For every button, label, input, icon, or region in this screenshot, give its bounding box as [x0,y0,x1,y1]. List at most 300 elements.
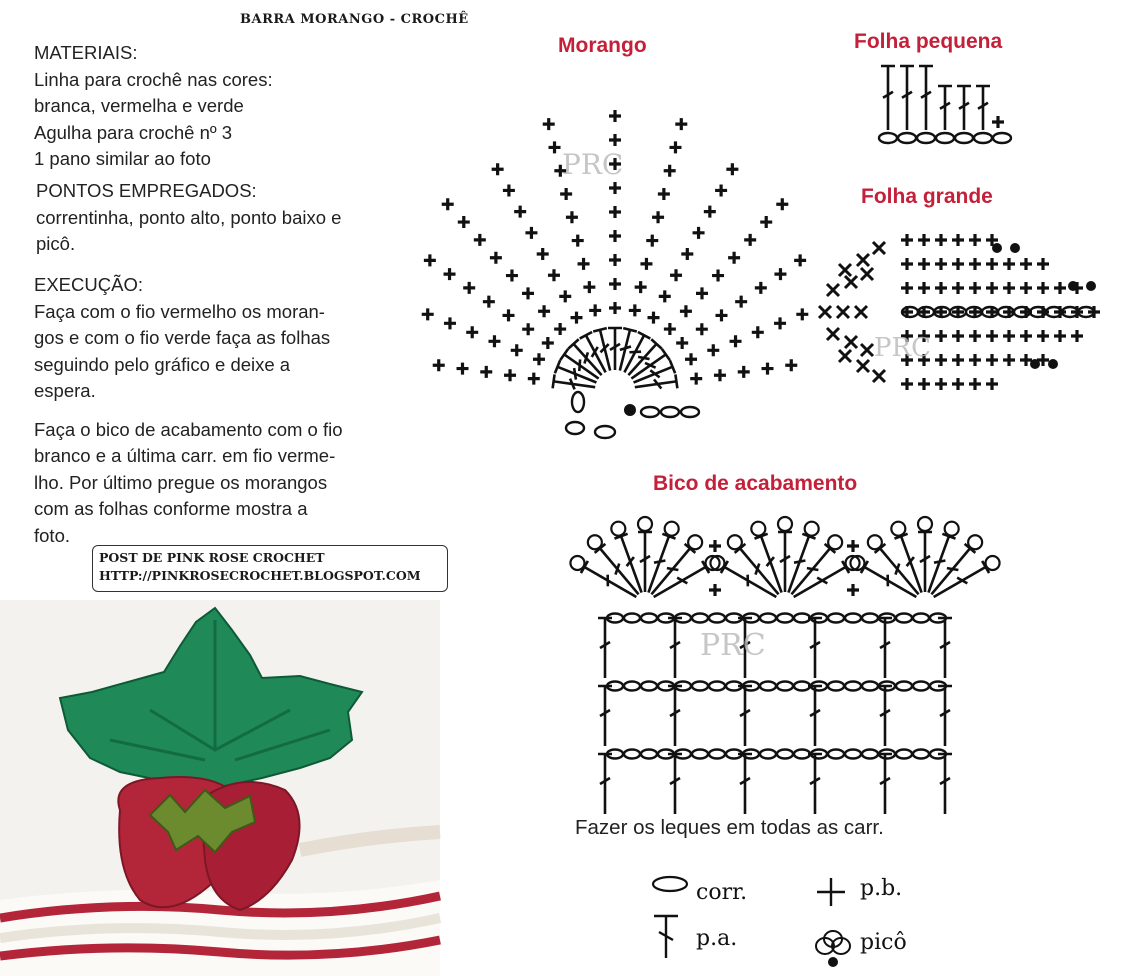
legend-double-label: p.a. [696,926,738,951]
single-crochet-symbol [776,198,788,210]
chain-symbol [641,750,657,759]
materials-line: branca, vermelha e verde [34,95,244,116]
stitches-heading: PONTOS EMPREGADOS: [36,180,257,201]
chain-symbol [828,750,844,759]
single-crochet-symbol [549,141,561,153]
single-crochet-symbol [726,163,738,175]
double-crochet-symbol [808,618,822,678]
double-crochet-symbol [654,561,709,597]
single-crochet-symbol [696,287,708,299]
single-crochet-symbol [466,326,478,338]
double-crochet-symbol [957,86,971,130]
chain-symbol [692,682,708,691]
single-crochet-symbol [952,282,964,294]
stitches-line: correntinha, ponto alto, ponto baixo e [36,206,342,228]
single-crochet-symbol [1003,330,1015,342]
single-crochet-symbol [669,141,681,153]
single-crochet-symbol [992,116,1004,128]
single-crochet-symbol [969,258,981,270]
picot-dot [624,404,636,416]
single-crochet-symbol [986,282,998,294]
cross-stitch-symbol [873,242,885,254]
single-crochet-symbol [647,312,659,324]
single-crochet-symbol [715,184,727,196]
stitches-line: picô. [36,233,76,254]
execution-line: seguindo pelo gráfico e deixe a [34,353,291,375]
double-crochet-symbol [598,618,612,678]
cross-stitch-symbol [855,306,867,318]
picot-symbol [588,535,602,549]
single-crochet-symbol [676,337,688,349]
single-crochet-symbol [456,363,468,375]
double-crochet-symbol [738,686,752,746]
legend-single-label: p.b. [860,876,903,901]
cross-stitch-symbol [861,344,873,356]
large-leaf-chart [815,230,1115,405]
single-crochet-symbol [670,269,682,281]
chain-symbol [936,133,954,143]
single-crochet-symbol [935,234,947,246]
chain-symbol [595,426,615,438]
single-crochet-symbol [935,282,947,294]
chain-symbol [794,614,810,623]
single-crochet-symbol [664,323,676,335]
single-crochet-symbol [715,309,727,321]
single-crochet-symbol [664,165,676,177]
chain-symbol [913,614,929,623]
single-crochet-symbol [690,373,702,385]
double-crochet-icon [650,912,682,960]
double-crochet-symbol [553,374,596,389]
chain-symbol [896,682,912,691]
single-crochet-symbol [681,248,693,260]
chain-symbol [828,682,844,691]
single-crochet-symbol [433,359,445,371]
double-crochet-symbol [794,561,849,597]
double-crochet-symbol [934,561,989,597]
single-crochet-symbol [952,354,964,366]
chain-symbol [641,682,657,691]
chain-symbol [845,750,861,759]
single-crochet-symbol [444,268,456,280]
chain-symbol [692,750,708,759]
single-crochet-symbol [609,254,621,266]
single-crochet-symbol [1020,258,1032,270]
double-crochet-symbol [598,686,612,746]
stitches-section [36,178,341,258]
picot-symbol [638,517,652,531]
chain-symbol [913,682,929,691]
cross-stitch-symbol [839,264,851,276]
execution-line: lho. Por último pregue os morangos [34,471,328,493]
single-crochet-symbol [1037,282,1049,294]
picot-symbol [891,522,905,536]
single-crochet-symbol [918,378,930,390]
small-leaf-chart [870,58,1020,153]
single-crochet-symbol [709,584,721,596]
single-crochet-symbol [566,211,578,223]
watermark: PRC [874,333,931,363]
chain-symbol [777,614,793,623]
single-crochet-symbol [506,270,518,282]
single-crochet-symbol [935,354,947,366]
chain-symbol [794,750,810,759]
picot-symbol [868,535,882,549]
single-crochet-symbol [589,304,601,316]
single-crochet-symbol [559,290,571,302]
cross-stitch-symbol [819,306,831,318]
chain-symbol [879,133,897,143]
single-crochet-symbol [646,235,658,247]
single-crochet-symbol [444,317,456,329]
single-crochet-symbol [474,234,486,246]
single-crochet-symbol [685,353,697,365]
chain-symbol [862,750,878,759]
single-crochet-symbol [728,252,740,264]
double-crochet-symbol [738,754,752,814]
single-crochet-symbol [952,378,964,390]
large-leaf-diagram-title: Folha grande [861,185,993,208]
picot-symbol [570,556,584,570]
execution-line: foto. [34,524,70,546]
picot-dot [1068,281,1078,291]
single-crochet-symbol [1003,282,1015,294]
single-crochet-symbol [503,184,515,196]
cross-stitch-symbol [845,276,857,288]
single-crochet-symbol [901,378,913,390]
execution-line: Faça com o fio vermelho os moran- [34,300,325,322]
double-crochet-symbol [778,532,792,592]
single-crochet-symbol [901,258,913,270]
double-crochet-symbol [976,86,990,130]
single-crochet-symbol [525,227,537,239]
single-crochet-symbol [935,330,947,342]
single-crochet-symbol [952,234,964,246]
chain-symbol [955,133,973,143]
chain-symbol [572,392,584,412]
picot-symbol [751,522,765,536]
single-crochet-symbol [1020,330,1032,342]
single-crochet-symbol [504,369,516,381]
single-crochet-symbol [847,540,859,552]
picot-symbol [968,535,982,549]
single-crochet-symbol [969,282,981,294]
chain-symbol [974,133,992,143]
single-crochet-symbol [522,287,534,299]
single-crochet-symbol [488,335,500,347]
picot-symbol [918,517,932,531]
edging-diagram-title: Bico de acabamento [653,472,858,495]
single-crochet-symbol [490,252,502,264]
single-crochet-symbol [755,282,767,294]
materials-line: 1 pano similar ao foto [34,148,211,169]
single-crochet-symbol [901,282,913,294]
single-crochet-symbol [609,302,621,314]
single-crochet-symbol [707,344,719,356]
single-crochet-symbol [986,258,998,270]
double-crochet-symbol [668,618,682,678]
single-crochet-symbol [1020,282,1032,294]
single-crochet-symbol [659,290,671,302]
single-crochet-symbol [554,323,566,335]
single-crochet-symbol [1003,258,1015,270]
single-crochet-symbol [969,330,981,342]
small-leaf-diagram-title: Folha pequena [854,30,1003,53]
single-crochet-symbol [458,216,470,228]
picot-icon [812,928,854,972]
single-crochet-symbol [483,296,495,308]
cross-stitch-symbol [857,360,869,372]
single-crochet-symbol [1003,354,1015,366]
strawberry-photo [0,600,440,976]
double-crochet-symbol [638,532,652,592]
chain-symbol [566,422,584,434]
single-crochet-symbol [583,281,595,293]
picot-dot [1086,281,1096,291]
single-crochet-symbol [522,323,534,335]
single-crochet-symbol [969,354,981,366]
single-crochet-symbol [503,309,515,321]
chain-symbol [624,750,640,759]
cross-stitch-symbol [861,268,873,280]
cross-stitch-symbol [837,306,849,318]
single-crochet-symbol [675,118,687,130]
execution-line: espera. [34,380,96,401]
single-crochet-symbol [533,353,545,365]
single-crochet-symbol [714,369,726,381]
chain-symbol [993,133,1011,143]
chain-symbol [777,682,793,691]
picot-symbol [665,522,679,536]
picot-symbol [728,535,742,549]
cross-stitch-symbol [827,328,839,340]
chain-symbol [794,682,810,691]
single-crochet-symbol [542,337,554,349]
chain-symbol [913,750,929,759]
single-crochet-symbol [609,134,621,146]
chain-symbol [624,614,640,623]
single-crochet-symbol [422,308,434,320]
single-crochet-symbol [986,378,998,390]
single-crochet-symbol [1037,258,1049,270]
single-crochet-symbol [640,258,652,270]
chain-symbol [681,407,699,417]
chain-symbol [624,682,640,691]
execution-line: gos e com o fio verde faça as folhas [34,327,331,348]
single-crochet-symbol [480,366,492,378]
single-crochet-symbol [652,211,664,223]
cross-stitch-symbol [845,336,857,348]
picot-dot [992,243,1002,253]
picot-symbol [805,522,819,536]
execution-line: Faça o bico de acabamento com o fio [34,418,343,440]
double-crochet-symbol [878,754,892,814]
single-crochet-symbol [629,304,641,316]
materials-line: Agulha para crochê nº 3 [34,121,233,143]
chain-symbol [692,614,708,623]
cross-stitch-symbol [873,370,885,382]
single-crochet-symbol [635,281,647,293]
single-crochet-symbol [560,188,572,200]
single-crochet-symbol [918,234,930,246]
single-crochet-symbol [730,335,742,347]
picot-symbol [688,535,702,549]
execution-line: com as folhas conforme mostra a [34,498,308,519]
chain-symbol [641,407,659,417]
picot-symbol [945,522,959,536]
instruction-note: Fazer os leques em todas as carr. [575,816,884,839]
single-crochet-icon [815,876,847,908]
single-crochet-symbol [578,258,590,270]
single-crochet-symbol [796,308,808,320]
single-crochet-symbol [609,182,621,194]
double-crochet-symbol [878,618,892,678]
single-crochet-symbol [572,235,584,247]
single-crochet-symbol [704,206,716,218]
page-title: BARRA MORANGO - CROCHÊ [240,12,469,27]
single-crochet-symbol [658,188,670,200]
single-crochet-symbol [548,269,560,281]
chain-symbol [917,133,935,143]
double-crochet-symbol [635,374,678,388]
single-crochet-symbol [735,296,747,308]
picot-dot [1048,359,1058,369]
double-crochet-symbol [919,66,933,130]
materials-heading: MATERIAIS: [34,42,138,63]
execution-line: branco e a última carr. em fio verme- [34,445,336,466]
chain-symbol [641,614,657,623]
single-crochet-symbol [463,282,475,294]
double-crochet-symbol [808,686,822,746]
single-crochet-symbol [680,305,692,317]
single-crochet-symbol [794,254,806,266]
double-crochet-symbol [668,686,682,746]
chain-symbol [709,682,725,691]
execution-heading: EXECUÇÃO: [34,274,143,295]
cross-stitch-symbol [827,284,839,296]
double-crochet-symbol [918,532,932,592]
double-crochet-symbol [938,86,952,130]
single-crochet-symbol [969,378,981,390]
single-crochet-symbol [918,258,930,270]
chain-symbol [777,750,793,759]
single-crochet-symbol [762,363,774,375]
single-crochet-symbol [514,206,526,218]
single-crochet-symbol [935,378,947,390]
picot-symbol [986,556,1000,570]
double-crochet-symbol [878,686,892,746]
single-crochet-symbol [693,227,705,239]
double-crochet-symbol [938,754,952,814]
chain-symbol [896,750,912,759]
single-crochet-symbol [774,268,786,280]
chain-symbol [760,750,776,759]
chain-symbol [828,614,844,623]
single-crochet-symbol [543,118,555,130]
single-crochet-symbol [901,234,913,246]
single-crochet-symbol [986,330,998,342]
picot-symbol [611,522,625,536]
single-crochet-symbol [537,248,549,260]
single-crochet-symbol [760,216,772,228]
single-crochet-symbol [442,198,454,210]
strawberry-diagram-title: Morango [558,34,647,57]
chain-symbol [760,614,776,623]
single-crochet-symbol [935,258,947,270]
single-crochet-symbol [709,540,721,552]
single-crochet-symbol [952,258,964,270]
chain-symbol [898,133,916,143]
chain-symbol [709,750,725,759]
legend-picot-label: picô [860,930,907,955]
chain-symbol [661,407,679,417]
picot-dot [1030,359,1040,369]
single-crochet-symbol [609,278,621,290]
single-crochet-symbol [1054,282,1066,294]
single-crochet-symbol [424,254,436,266]
materials-line: Linha para crochê nas cores: [34,68,273,90]
single-crochet-symbol [609,206,621,218]
single-crochet-symbol [712,270,724,282]
picot-symbol [828,535,842,549]
picot-dot [1010,243,1020,253]
double-crochet-symbol [808,754,822,814]
chain-icon [650,874,690,894]
chain-symbol [862,614,878,623]
chain-symbol [760,682,776,691]
materials-section [34,40,273,173]
credit-url: HTTP://PINKROSECROCHET.BLOGSPOT.COM [99,568,421,583]
single-crochet-symbol [571,312,583,324]
double-crochet-symbol [938,686,952,746]
chain-symbol [862,682,878,691]
single-crochet-symbol [752,326,764,338]
execution-section [34,272,343,549]
single-crochet-symbol [986,354,998,366]
single-crochet-symbol [696,323,708,335]
single-crochet-symbol [1037,330,1049,342]
single-crochet-symbol [511,344,523,356]
chain-symbol [709,614,725,623]
single-crochet-symbol [952,330,964,342]
double-crochet-symbol [881,66,895,130]
single-crochet-symbol [1054,330,1066,342]
credit-box [92,545,448,592]
watermark: PRC [562,148,624,181]
single-crochet-symbol [918,282,930,294]
watermark: PRC [700,628,766,663]
single-crochet-symbol [492,163,504,175]
chain-symbol [845,682,861,691]
single-crochet-symbol [609,110,621,122]
cross-stitch-symbol [839,350,851,362]
double-crochet-symbol [900,66,914,130]
single-crochet-symbol [785,359,797,371]
single-crochet-symbol [538,305,550,317]
single-crochet-symbol [969,234,981,246]
single-crochet-symbol [528,373,540,385]
chain-symbol [845,614,861,623]
double-crochet-symbol [598,754,612,814]
single-crochet-symbol [738,366,750,378]
picot-symbol [778,517,792,531]
double-crochet-symbol [938,618,952,678]
single-crochet-symbol [847,584,859,596]
credit-line: POST DE PINK ROSE CROCHET [99,550,325,565]
single-crochet-symbol [744,234,756,246]
edging-chart [585,510,985,810]
single-crochet-symbol [609,230,621,242]
